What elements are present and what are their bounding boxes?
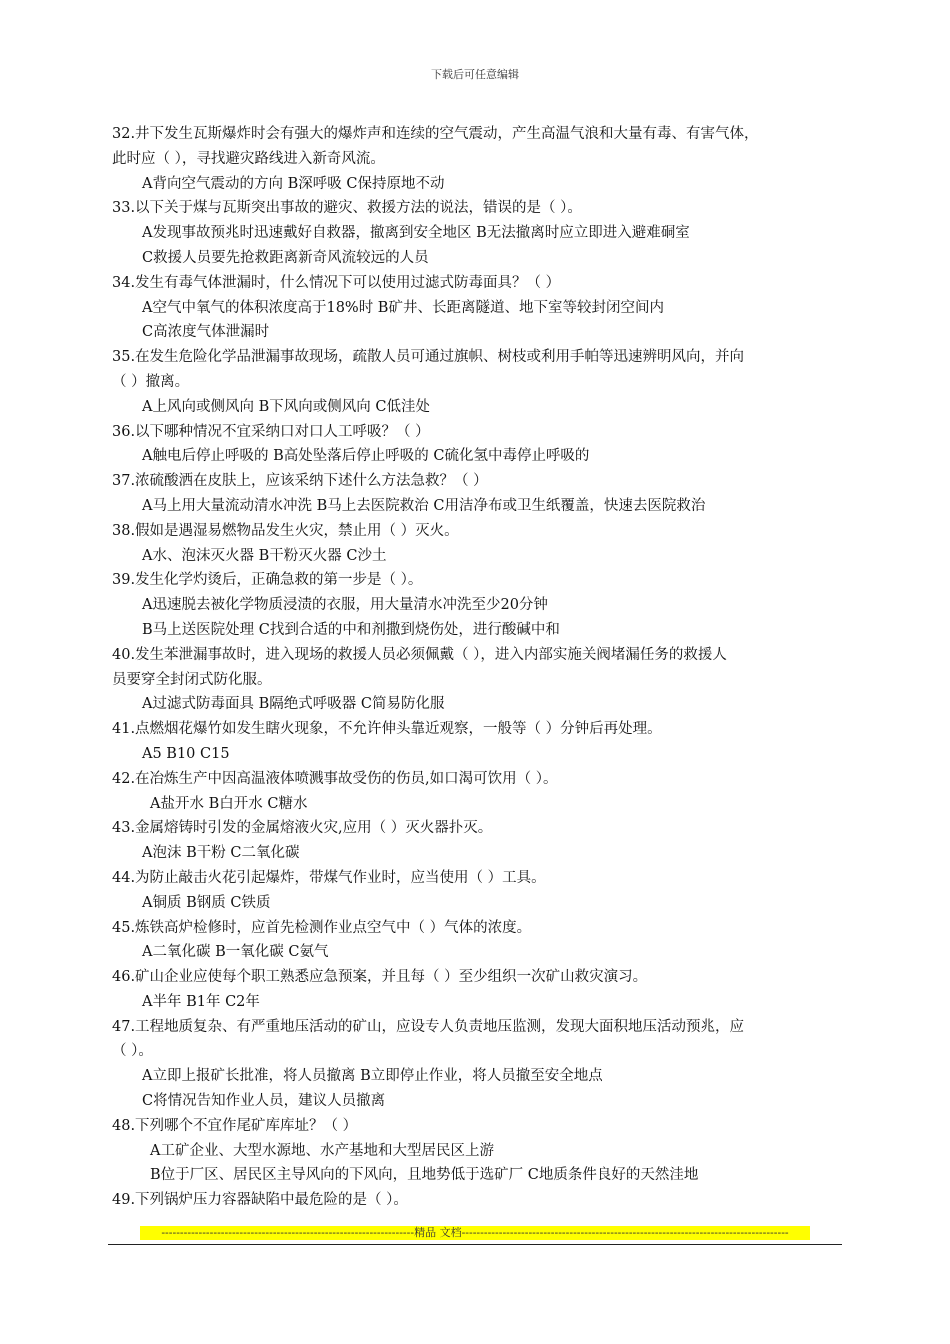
question-line: 47.工程地质复杂、有严重地压活动的矿山，应设专人负责地压监测，发现大面积地压活动预兆，应 <box>112 1018 745 1035</box>
option-line: A泡沫 B干粉 C二氧化碳 <box>142 845 300 862</box>
footer-banner: --------------------------------------------------------------------精品 文档---------------------------------------------------------------------------------------- <box>140 1226 810 1240</box>
option-line: A发现事故预兆时迅速戴好自救器，撤离到安全地区 B无法撤离时应立即进入避难硐室 <box>142 225 690 242</box>
question-line: 32.井下发生瓦斯爆炸时会有强大的爆炸声和连续的空气震动，产生高温气浪和大量有毒、有害气体， <box>112 126 759 142</box>
question-line: 38.假如是遇湿易燃物品发生火灾，禁止用（ ）灭火。 <box>112 522 459 539</box>
question-continuation: 此时应（ ），寻找避灾路线进入新奇风流。 <box>112 150 385 167</box>
option-line: B位于厂区、居民区主导风向的下风向，且地势低于选矿厂 C地质条件良好的天然洼地 <box>150 1167 699 1184</box>
option-line: A马上用大量流动清水冲洗 B马上去医院救治 C用洁净布或卫生纸覆盖，快速去医院救治 <box>142 497 706 514</box>
option-line: A过滤式防毒面具 B隔绝式呼吸器 C简易防化服 <box>142 696 445 713</box>
option-line: A迅速脱去被化学物质浸渍的衣服，用大量清水冲洗至少20分钟 <box>142 597 548 614</box>
option-line: C将情况告知作业人员，建议人员撤离 <box>142 1093 386 1110</box>
option-line: A工矿企业、大型水源地、水产基地和大型居民区上游 <box>150 1142 494 1159</box>
option-line: A铜质 B钢质 C铁质 <box>142 894 271 911</box>
question-line: 36.以下哪种情况不宜采纳口对口人工呼吸？（ ） <box>112 423 430 440</box>
question-line: 42.在冶炼生产中因高温液体喷溅事故受伤的伤员,如口渴可饮用（ ）。 <box>112 770 558 787</box>
question-line: 49.下列锅炉压力容器缺陷中最危险的是（ ）。 <box>112 1192 408 1209</box>
question-line: 46.矿山企业应使每个职工熟悉应急预案，并且每（ ）至少组织一次矿山救灾演习。 <box>112 969 648 986</box>
option-line: C救援人员要先抢救距离新奇风流较远的人员 <box>142 249 429 266</box>
question-line: 43.金属熔铸时引发的金属熔液火灾,应用（ ）灭火器扑灭。 <box>112 820 493 837</box>
option-line: C高浓度气体泄漏时 <box>142 324 270 341</box>
question-line: 37.浓硫酸洒在皮肤上，应该采纳下述什么方法急救？（ ） <box>112 473 488 490</box>
option-line: A5 B10 C15 <box>142 745 230 762</box>
question-line: 45.炼铁高炉检修时，应首先检测作业点空气中（ ）气体的浓度。 <box>112 919 532 936</box>
option-line: A立即上报矿长批准，将人员撤离 B立即停止作业，将人员撤至安全地点 <box>142 1068 603 1085</box>
question-line: 48.下列哪个不宜作尾矿库库址？（ ） <box>112 1117 358 1134</box>
question-line: 44.为防止敲击火花引起爆炸，带煤气作业时，应当使用（ ）工具。 <box>112 869 546 886</box>
page-header: 下载后可任意编辑 <box>431 68 519 81</box>
question-line: 40.发生苯泄漏事故时，进入现场的救援人员必须佩戴（ ），进入内部实施关阀堵漏任务的救援人 <box>112 646 727 663</box>
option-line: A空气中氧气的体积浓度高于18%时 B矿井、长距离隧道、地下室等较封闭空间内 <box>142 299 664 316</box>
option-line: A背向空气震动的方向 B深呼吸 C保持原地不动 <box>142 175 445 192</box>
question-continuation: （ ）。 <box>112 1043 153 1060</box>
option-line: A触电后停止呼吸的 B高处坠落后停止呼吸的 C硫化氢中毒停止呼吸的 <box>142 448 590 465</box>
option-line: A二氧化碳 B一氧化碳 C氨气 <box>142 944 329 961</box>
option-line: A水、泡沫灭火器 B干粉灭火器 C沙土 <box>142 547 387 564</box>
question-continuation: （ ）撤离。 <box>112 373 190 390</box>
option-line: B马上送医院处理 C找到合适的中和剂撒到烧伤处，进行酸碱中和 <box>142 621 560 638</box>
option-line: A半年 B1年 C2年 <box>142 993 260 1010</box>
question-line: 34.发生有毒气体泄漏时，什么情况下可以使用过滤式防毒面具？（ ） <box>112 274 561 291</box>
question-line: 41.点燃烟花爆竹如发生瞎火现象，不允许伸头靠近观察，一般等（ ）分钟后再处理。 <box>112 721 662 738</box>
question-line: 35.在发生危险化学品泄漏事故现场，疏散人员可通过旗帜、树枝或利用手帕等迅速辨明风向，并向 <box>112 349 745 366</box>
option-line: A盐开水 B白开水 C糖水 <box>150 795 308 812</box>
option-line: A上风向或侧风向 B下风向或侧风向 C低洼处 <box>142 398 430 415</box>
question-line: 33.以下关于煤与瓦斯突出事故的避灾、救援方法的说法，错误的是（ ）。 <box>112 200 582 217</box>
footer-rule <box>108 1244 842 1245</box>
question-list <box>112 122 850 1213</box>
question-continuation: 员要穿全封闭式防化服。 <box>112 671 272 688</box>
question-line: 39.发生化学灼烫后，正确急救的第一步是（ ）。 <box>112 572 423 589</box>
